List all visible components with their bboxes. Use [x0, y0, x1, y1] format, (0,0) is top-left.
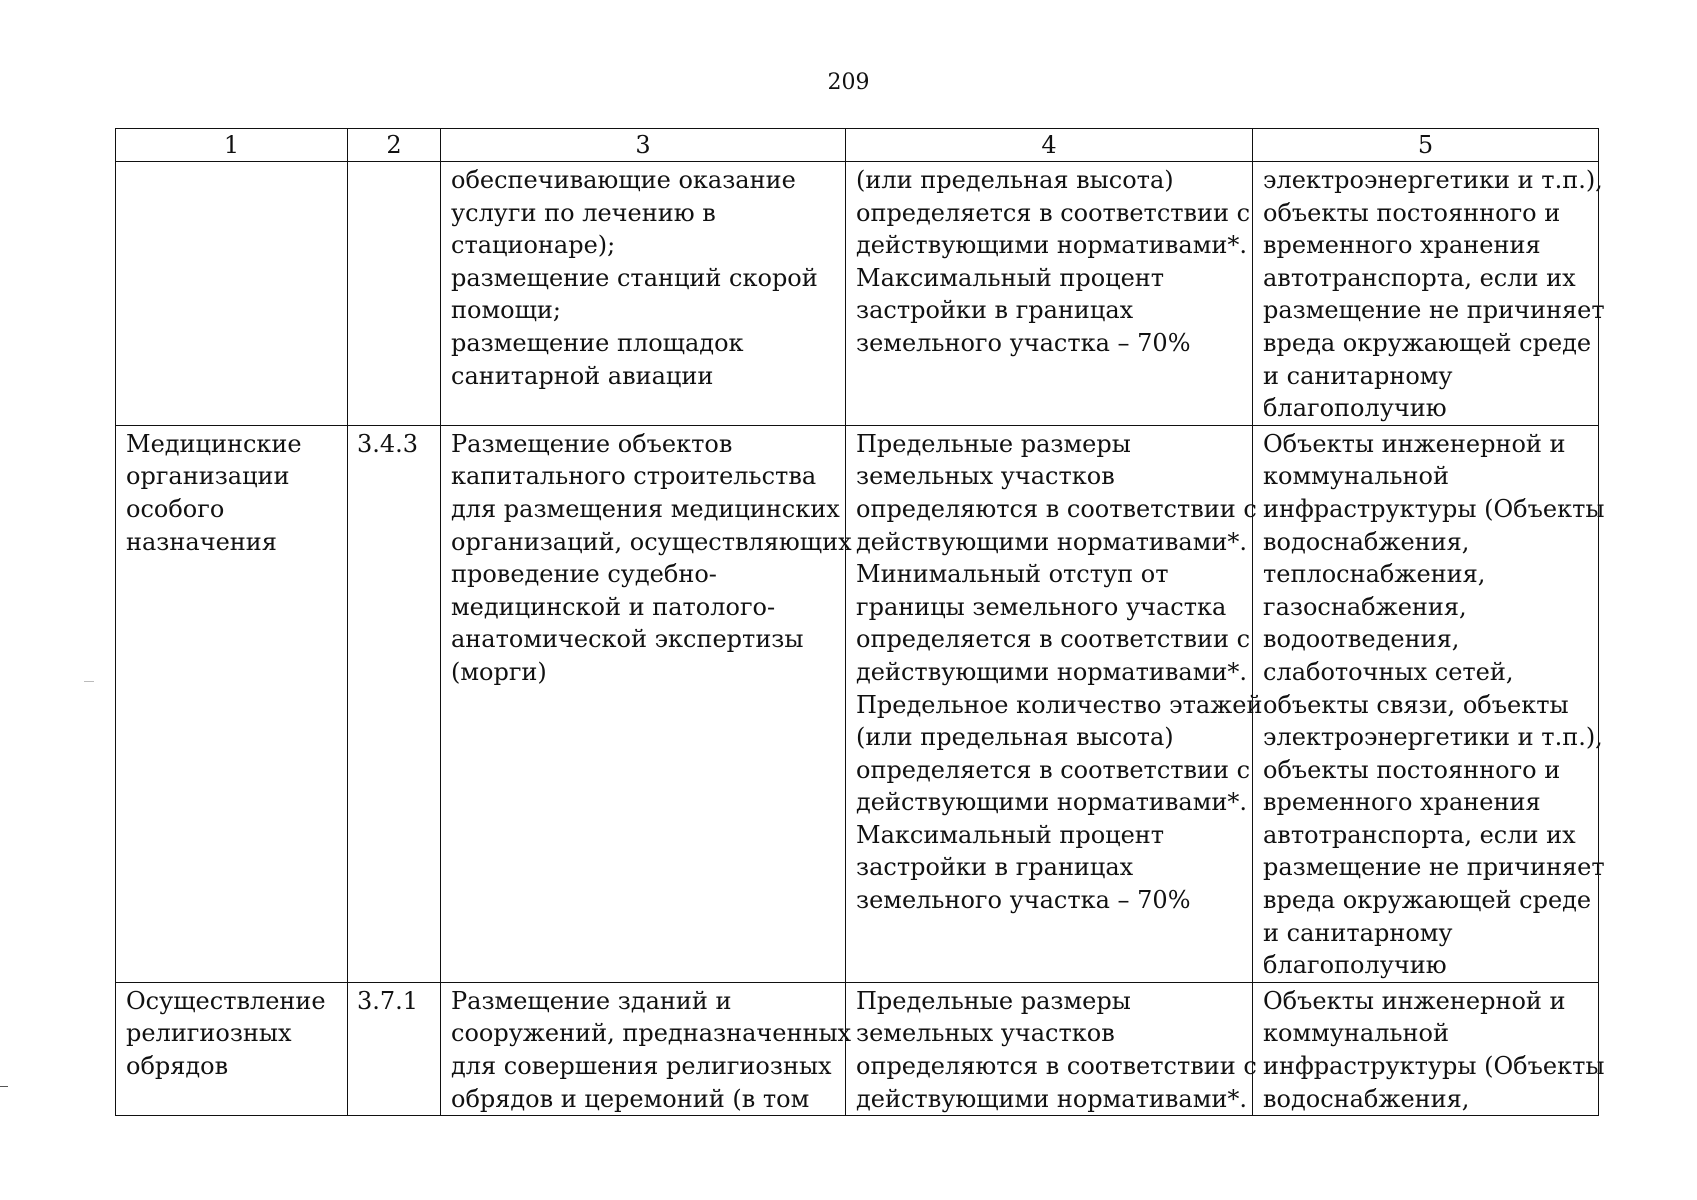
cell-text-line: автотранспорта, если их [1263, 820, 1576, 849]
cell-text-line: временного хранения [1263, 788, 1541, 817]
cell-text-line: для совершения религиозных [451, 1052, 832, 1081]
cell-text-line: Медицинские [126, 429, 302, 458]
cell-text-line: действующими нормативами*. [856, 788, 1247, 817]
cell-text-line: временного хранения [1263, 231, 1541, 260]
cell-text-line: для размещения медицинских [451, 494, 840, 523]
scan-mark [84, 681, 94, 682]
cell-text-line: автотранспорта, если их [1263, 263, 1576, 292]
cell-text-line: водоснабжения, [1263, 527, 1470, 556]
parameters-cell [846, 425, 1263, 982]
column-header-5: 5 [1253, 129, 1599, 162]
cell-text-line: сооружений, предназначенных [451, 1019, 852, 1048]
cell-text-line: определяются в соответствии с [856, 1052, 1257, 1081]
use-code-cell: 3.7.1 [348, 982, 441, 1115]
margin-tick [0, 1086, 8, 1087]
cell-text-line: обрядов [126, 1052, 229, 1081]
use-name-cell [116, 162, 348, 426]
cell-text-line: объекты постоянного и [1263, 755, 1561, 784]
table-row [116, 162, 1599, 426]
cell-text-line: объекты постоянного и [1263, 198, 1561, 227]
cell-text-line: земельных участков [856, 1019, 1115, 1048]
cell-text-line: обрядов и церемоний (в том [451, 1084, 810, 1113]
use-description-cell [441, 425, 852, 982]
table-row [116, 425, 1599, 982]
cell-text-line: обеспечивающие оказание [451, 166, 796, 194]
auxiliary-uses-cell [1253, 425, 1605, 982]
cell-text-line: назначения [126, 527, 277, 556]
use-description-cell [441, 162, 846, 426]
column-header-1: 1 [116, 129, 348, 162]
cell-text-line: размещение не причиняет [1263, 296, 1605, 325]
cell-text-line: определяется в соответствии с [856, 198, 1251, 227]
cell-text-line: вреда окружающей среде [1263, 886, 1592, 915]
cell-text-line: водоотведения, [1263, 625, 1460, 654]
cell-text-line: теплоснабжения, [1263, 560, 1486, 589]
column-header-3: 3 [441, 129, 846, 162]
cell-text-line: (или предельная высота) [856, 723, 1174, 752]
use-code-cell [348, 162, 441, 426]
cell-text-line: застройки в границах [856, 296, 1134, 325]
cell-text-line: Осуществление [126, 986, 326, 1015]
cell-text-line: застройки в границах [856, 853, 1134, 882]
use-name-cell [116, 982, 348, 1115]
cell-text-line: электроэнергетики и т.п.), [1263, 723, 1603, 752]
cell-text-line: организаций, осуществляющих [451, 527, 852, 556]
auxiliary-uses-cell [1253, 162, 1605, 426]
parameters-cell [846, 982, 1257, 1115]
cell-text-line: благополучию [1263, 394, 1447, 423]
cell-text-line: действующими нормативами*. [856, 527, 1247, 556]
cell-text-line: и санитарному [1263, 918, 1453, 947]
cell-text-line: определяется в соответствии с [856, 755, 1251, 784]
cell-text-line: Размещение зданий и [451, 986, 732, 1015]
cell-text-line: Предельные размеры [856, 986, 1131, 1015]
auxiliary-uses-cell [1253, 982, 1605, 1115]
cell-text-line: вреда окружающей среде [1263, 328, 1592, 357]
use-description-cell [441, 982, 852, 1115]
cell-text-line: границы земельного участка [856, 592, 1227, 621]
cell-text-line: действующими нормативами*. [856, 657, 1247, 686]
cell-text-line: инфраструктуры (Объекты [1263, 494, 1605, 523]
cell-text-line: Минимальный отступ от [856, 560, 1169, 589]
cell-text-line: религиозных [126, 1019, 292, 1048]
cell-text-line: действующими нормативами*. [856, 1084, 1247, 1113]
cell-text-line: стационаре); [451, 231, 616, 260]
cell-text-line: коммунальной [1263, 462, 1449, 491]
cell-text-line: и санитарному [1263, 361, 1453, 390]
use-code-cell: 3.4.3 [348, 425, 441, 982]
cell-text-line: организации [126, 462, 290, 491]
cell-text-line: Предельное количество этажей [856, 690, 1263, 719]
cell-text-line: Максимальный процент [856, 820, 1165, 849]
cell-text-line: определяется в соответствии с [856, 625, 1251, 654]
cell-text-line: газоснабжения, [1263, 592, 1467, 621]
cell-text-line: объекты связи, объекты [1263, 690, 1569, 719]
header-row [116, 129, 1599, 162]
cell-text-line: (морги) [451, 657, 547, 686]
cell-text-line: коммунальной [1263, 1019, 1449, 1048]
cell-text-line: капитального строительства [451, 462, 817, 491]
cell-text-line: электроэнергетики и т.п.), [1263, 166, 1603, 194]
cell-text-line: Объекты инженерной и [1263, 429, 1566, 458]
column-header-2: 2 [348, 129, 441, 162]
cell-text-line: размещение станций скорой [451, 263, 818, 292]
cell-text-line: водоснабжения, [1263, 1084, 1470, 1113]
cell-text-line: Объекты инженерной и [1263, 986, 1566, 1015]
cell-text-line: (или предельная высота) [856, 166, 1174, 194]
cell-text-line: услуги по лечению в [451, 198, 716, 227]
cell-text-line: медицинской и патолого- [451, 592, 776, 621]
cell-text-line: инфраструктуры (Объекты [1263, 1052, 1605, 1081]
cell-text-line: действующими нормативами*. [856, 231, 1247, 260]
cell-text-line: благополучию [1263, 951, 1447, 980]
cell-text-line: анатомической экспертизы [451, 625, 804, 654]
cell-text-line: размещение площадок [451, 328, 744, 357]
cell-text-line: помощи; [451, 296, 561, 325]
land-use-table [115, 128, 1605, 1116]
cell-text-line: определяются в соответствии с [856, 494, 1257, 523]
cell-text-line: особого [126, 494, 225, 523]
column-header-4: 4 [846, 129, 1253, 162]
page-number: 209 [827, 70, 870, 95]
cell-text-line: санитарной авиации [451, 361, 714, 390]
table-row [116, 982, 1599, 1115]
cell-text-line: слаботочных сетей, [1263, 657, 1514, 686]
cell-text-line: Предельные размеры [856, 429, 1131, 458]
parameters-cell [846, 162, 1253, 426]
cell-text-line: Размещение объектов [451, 429, 733, 458]
use-name-cell [116, 425, 348, 982]
cell-text-line: размещение не причиняет [1263, 853, 1605, 882]
cell-text-line: проведение судебно- [451, 560, 717, 589]
cell-text-line: земельного участка – 70% [856, 328, 1191, 357]
cell-text-line: земельных участков [856, 462, 1115, 491]
cell-text-line: земельного участка – 70% [856, 886, 1191, 915]
cell-text-line: Максимальный процент [856, 263, 1165, 292]
